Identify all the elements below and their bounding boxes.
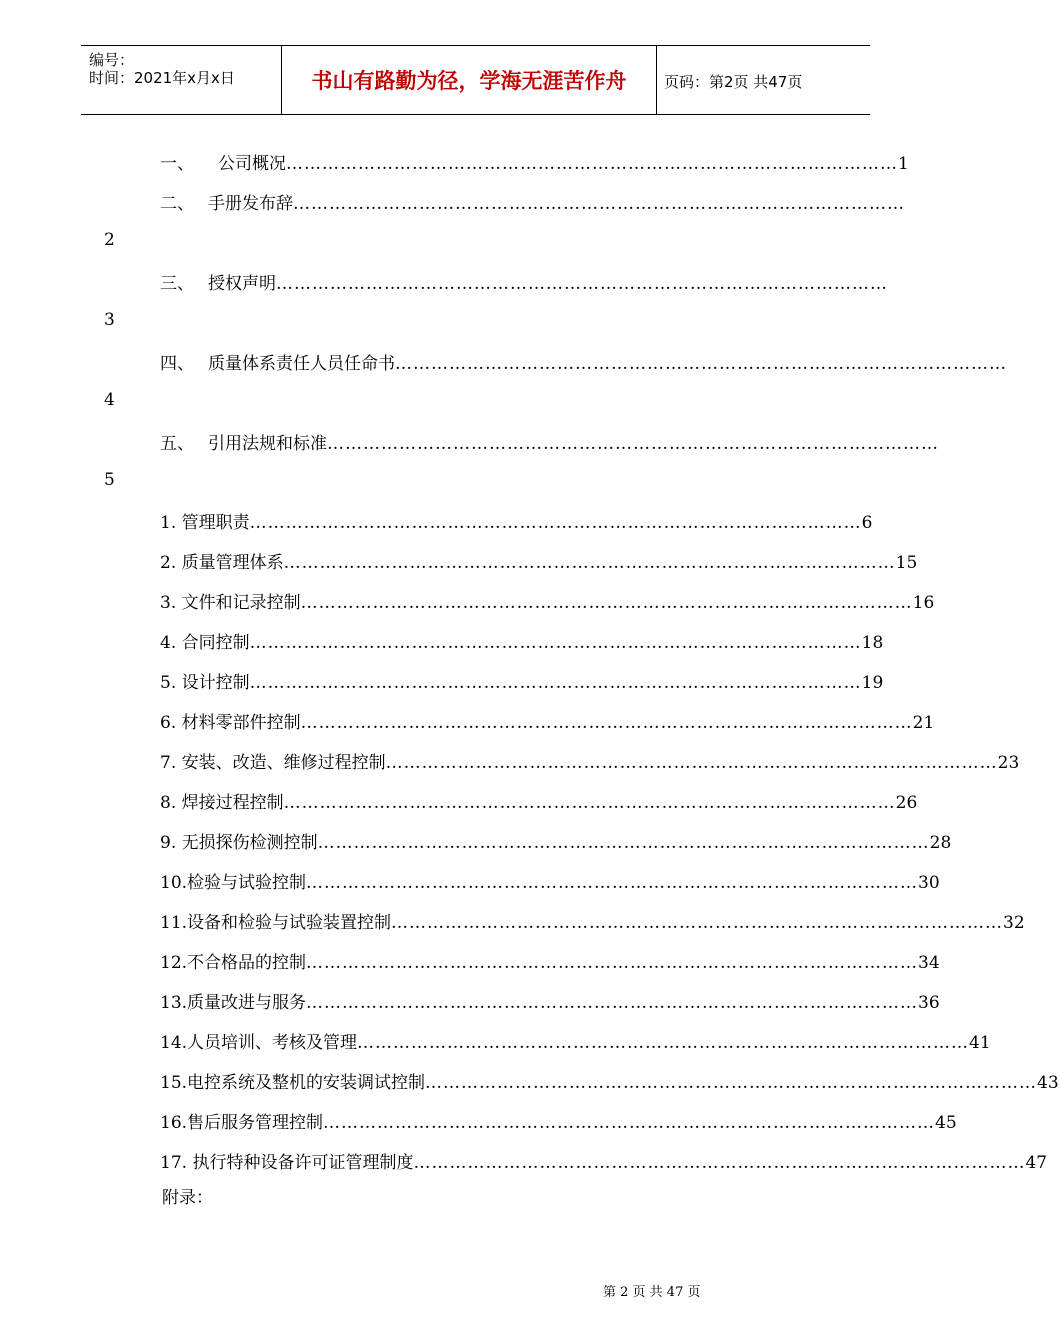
header-motto-cell xyxy=(281,46,657,114)
page-footer: 第 2 页 共 47 页 xyxy=(603,1285,701,1300)
toc-section-number: 四、 xyxy=(160,354,194,374)
toc-leader-dots: ………………………………………………………………………………………… xyxy=(357,1033,970,1053)
toc-section-row[interactable] xyxy=(160,272,888,296)
toc-item-row[interactable] xyxy=(160,591,935,615)
toc-section-title: 手册发布辞 xyxy=(208,194,293,214)
toc-item-row[interactable] xyxy=(160,671,884,695)
document-time-label: 时间：2021年x月x日 xyxy=(89,69,235,87)
header-info-cell xyxy=(81,46,281,114)
toc-page-number: 18 xyxy=(861,633,884,653)
toc-section-row[interactable] xyxy=(160,432,939,456)
toc-page-number: 16 xyxy=(912,593,935,613)
toc-leader-dots: ………………………………………………………………………………………… xyxy=(300,713,913,733)
toc-item-title: 10.检验与试验控制 xyxy=(160,873,307,893)
header-motto: 书山有路勤为径，学海无涯苦作舟 xyxy=(311,69,627,93)
toc-leader-dots: ………………………………………………………………………………………… xyxy=(425,1073,1038,1093)
toc-page-number: 21 xyxy=(912,713,935,733)
toc-item-title: 17. 执行特种设备许可证管理制度 xyxy=(160,1153,414,1173)
toc-section-number: 三、 xyxy=(160,274,194,294)
toc-section-title: 授权声明 xyxy=(208,274,276,294)
toc-page-number: 45 xyxy=(935,1113,957,1133)
toc-section-row[interactable] xyxy=(160,192,905,216)
toc-item-row[interactable] xyxy=(160,1031,991,1055)
toc-item-title: 12.不合格品的控制 xyxy=(160,953,307,973)
header-page-code: 页码：第2页 共47页 xyxy=(664,73,803,91)
toc-item-row[interactable] xyxy=(160,991,940,1015)
toc-item-row[interactable] xyxy=(160,711,935,735)
toc-leader-dots: ………………………………………………………………………………………… xyxy=(391,913,1004,933)
toc-leader-dots: ………………………………………………………………………………………… xyxy=(306,953,919,973)
toc-section-title: 质量体系责任人员任命书 xyxy=(208,354,395,374)
toc-item-row[interactable] xyxy=(160,871,940,895)
toc-item-title: 7. 安装、改造、维修过程控制 xyxy=(160,753,386,773)
toc-item-row[interactable] xyxy=(160,1151,1048,1175)
toc-section-number: 二、 xyxy=(160,194,194,214)
toc-section-number: 一、 xyxy=(160,154,194,174)
toc-page-number: 19 xyxy=(861,673,884,693)
toc-leader-dots: ………………………………………………………………………………………… xyxy=(385,753,998,773)
toc-page-number: 28 xyxy=(929,833,952,853)
toc-item-row[interactable] xyxy=(160,751,1020,775)
toc-item-row[interactable] xyxy=(160,911,1025,935)
toc-section-title: 引用法规和标准 xyxy=(208,434,327,454)
toc-item-title: 5. 设计控制 xyxy=(160,673,250,693)
toc-leader-dots: ………………………………………………………………………………………… xyxy=(300,593,913,613)
toc-leader-dots: ………………………………………………………………………………………… xyxy=(413,1153,1026,1173)
toc-leader-dots: ………………………………………………………………………………………… xyxy=(317,833,930,853)
toc-item-title: 15.电控系统及整机的安装调试控制 xyxy=(160,1073,426,1093)
toc-section-row[interactable] xyxy=(160,152,909,176)
toc-leader-dots: ………………………………………………………………………………………… xyxy=(283,793,896,813)
toc-page-number: 1 xyxy=(898,154,909,174)
toc-leader-dots: ………………………………………………………………………………………… xyxy=(395,354,1007,374)
toc-section-number: 五、 xyxy=(160,434,194,454)
toc-section-row[interactable] xyxy=(160,352,1007,376)
toc-page-number: 47 xyxy=(1025,1153,1048,1173)
toc-leader-dots: ………………………………………………………………………………………… xyxy=(276,274,888,294)
toc-page-number: 43 xyxy=(1037,1073,1059,1093)
toc-page-number: 6 xyxy=(861,513,873,533)
appendix-label: 附录： xyxy=(162,1188,213,1208)
toc-item-row[interactable] xyxy=(160,631,884,655)
toc-item-title: 8. 焊接过程控制 xyxy=(160,793,284,813)
page-header xyxy=(81,45,870,115)
toc-item-title: 1. 管理职责 xyxy=(160,513,250,533)
toc-page-number: 26 xyxy=(895,793,918,813)
toc-item-title: 14.人员培训、考核及管理 xyxy=(160,1033,358,1053)
toc-item-title: 16.售后服务管理控制 xyxy=(160,1113,324,1133)
toc-item-title: 4. 合同控制 xyxy=(160,633,250,653)
toc-item-title: 9. 无损探伤检测控制 xyxy=(160,833,318,853)
toc-item-row[interactable] xyxy=(160,511,873,535)
toc-page-number: 2 xyxy=(104,230,115,250)
toc-item-title: 13.质量改进与服务 xyxy=(160,993,307,1013)
toc-item-row[interactable] xyxy=(160,1111,957,1135)
toc-leader-dots: ………………………………………………………………………………………… xyxy=(249,673,862,693)
toc-page-number: 23 xyxy=(997,753,1020,773)
toc-page-number: 30 xyxy=(918,873,940,893)
toc-item-row[interactable] xyxy=(160,1071,1059,1095)
header-page-cell xyxy=(656,46,870,114)
toc-item-row[interactable] xyxy=(160,951,940,975)
toc-item-title: 2. 质量管理体系 xyxy=(160,553,284,573)
toc-leader-dots: ………………………………………………………………………………………… xyxy=(249,633,862,653)
toc-page-number: 4 xyxy=(104,390,115,410)
toc-page-number: 36 xyxy=(918,993,940,1013)
document-number-label: 编号： xyxy=(89,51,135,69)
toc-page-number: 41 xyxy=(969,1033,991,1053)
toc-leader-dots: ………………………………………………………………………………………… xyxy=(249,513,862,533)
toc-leader-dots: ………………………………………………………………………………………… xyxy=(306,993,919,1013)
toc-item-title: 6. 材料零部件控制 xyxy=(160,713,301,733)
toc-page-number: 32 xyxy=(1003,913,1025,933)
toc-page-number: 3 xyxy=(104,310,115,330)
toc-leader-dots: ………………………………………………………………………………………… xyxy=(327,434,939,454)
toc-item-row[interactable] xyxy=(160,551,918,575)
toc-leader-dots: ………………………………………………………………………………………… xyxy=(293,194,905,214)
toc-section-title: 公司概况 xyxy=(218,154,286,174)
toc-item-row[interactable] xyxy=(160,791,918,815)
toc-leader-dots: ………………………………………………………………………………………… xyxy=(286,154,898,174)
toc-item-title: 3. 文件和记录控制 xyxy=(160,593,301,613)
toc-leader-dots: ………………………………………………………………………………………… xyxy=(306,873,919,893)
toc-leader-dots: ………………………………………………………………………………………… xyxy=(283,553,896,573)
toc-page-number: 15 xyxy=(895,553,918,573)
toc-item-row[interactable] xyxy=(160,831,952,855)
toc-leader-dots: ………………………………………………………………………………………… xyxy=(323,1113,936,1133)
toc-page-number: 34 xyxy=(918,953,940,973)
toc-item-title: 11.设备和检验与试验装置控制 xyxy=(160,913,392,933)
toc-page-number: 5 xyxy=(104,470,115,490)
